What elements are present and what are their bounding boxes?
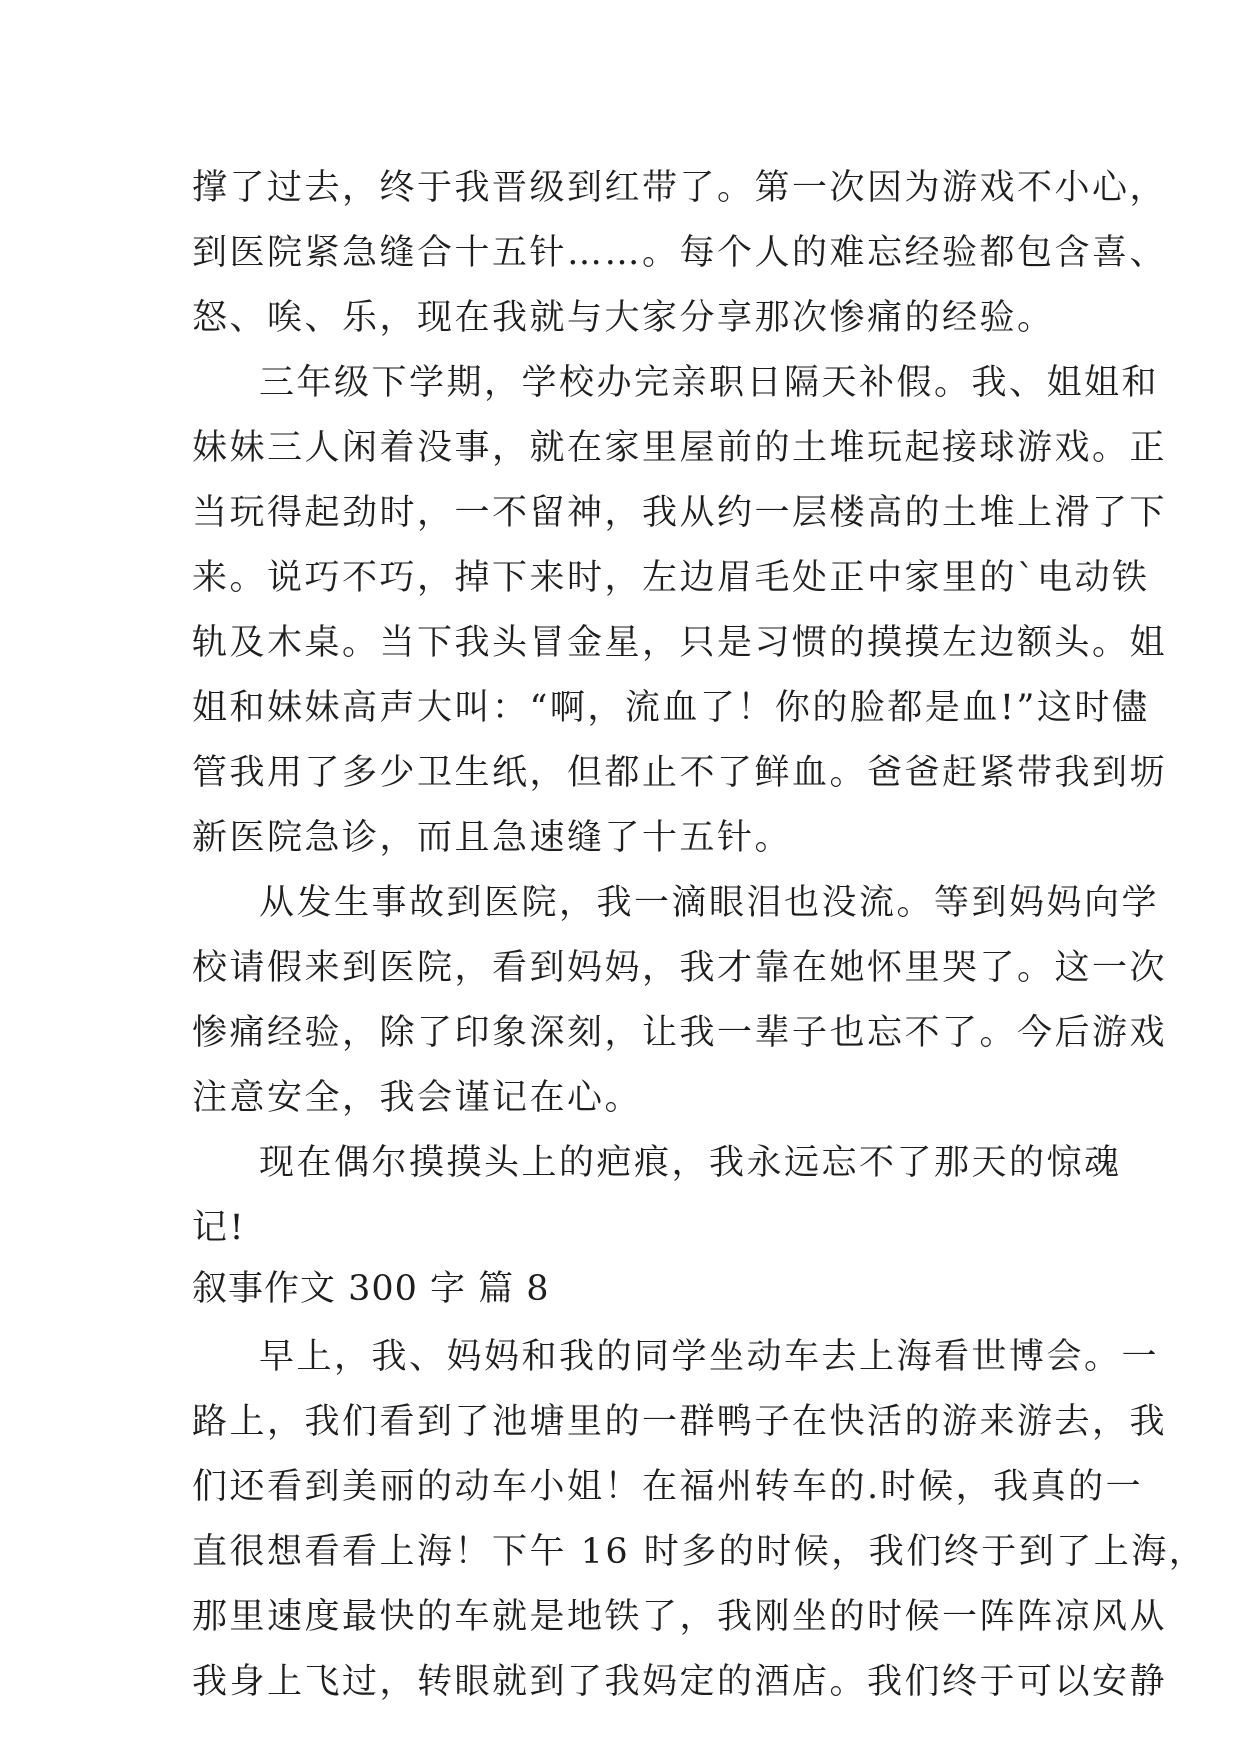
text-line: 撑了过去，终于我晋级到红带了。第一次因为游戏不小心， (192, 168, 1168, 208)
text-line: 注意安全，我会谨记在心。 (192, 1078, 643, 1118)
text-line: 当玩得起劲时，一不留神，我从约一层楼高的土堆上滑了下 (192, 493, 1168, 533)
text-line: 怒、唉、乐，现在我就与大家分享那次惨痛的经验。 (192, 298, 1055, 338)
text-line: 路上，我们看到了池塘里的一群鸭子在快活的游来游去，我 (192, 1402, 1168, 1442)
paragraph-first-line: 早上，我、妈妈和我的同学坐动车去上海看世博会。一 (259, 1337, 1160, 1377)
text-line: 轨及木桌。当下我头冒金星，只是习惯的摸摸左边额头。姐 (192, 623, 1168, 663)
text-line: 来。说巧不巧，掉下来时，左边眉毛处正中家里的`电动铁 (192, 558, 1150, 598)
text-line: 我身上飞过，转眼就到了我妈定的酒店。我们终于可以安静 (192, 1662, 1168, 1702)
section-heading: 叙事作文 300 字 篇 8 (192, 1269, 550, 1309)
text-line: 姐和妹妹高声大叫：“啊，流血了！你的脸都是血!”这时儘 (192, 688, 1150, 728)
text-line: 们还看到美丽的动车小姐！在福州转车的.时候，我真的一 (192, 1467, 1144, 1507)
text-line: 那里速度最快的车就是地铁了，我刚坐的时候一阵阵凉风从 (192, 1597, 1168, 1637)
text-line: 校请假来到医院，看到妈妈，我才靠在她怀里哭了。这一次 (192, 948, 1168, 988)
text-line: 新医院急诊，而且急速缝了十五针。 (192, 818, 793, 858)
text-line: 到医院紧急缝合十五针……。每个人的难忘经验都包含喜、 (192, 233, 1168, 273)
text-line: 惨痛经验，除了印象深刻，让我一辈子也忘不了。今后游戏 (192, 1013, 1168, 1053)
text-line: 妹妹三人闲着没事，就在家里屋前的土堆玩起接球游戏。正 (192, 428, 1168, 468)
paragraph-first-line: 从发生事故到医院，我一滴眼泪也没流。等到妈妈向学 (259, 883, 1160, 923)
text-line: 管我用了多少卫生纸，但都止不了鲜血。爸爸赶紧带我到坜 (192, 753, 1168, 793)
text-line: 直很想看看上海！下午 16 时多的时候，我们终于到了上海， (192, 1532, 1207, 1572)
text-line: 记! (192, 1208, 247, 1248)
paragraph-first-line: 现在偶尔摸摸头上的疤痕，我永远忘不了那天的惊魂 (259, 1143, 1122, 1183)
paragraph-first-line: 三年级下学期，学校办完亲职日隔天补假。我、姐姐和 (259, 363, 1160, 403)
